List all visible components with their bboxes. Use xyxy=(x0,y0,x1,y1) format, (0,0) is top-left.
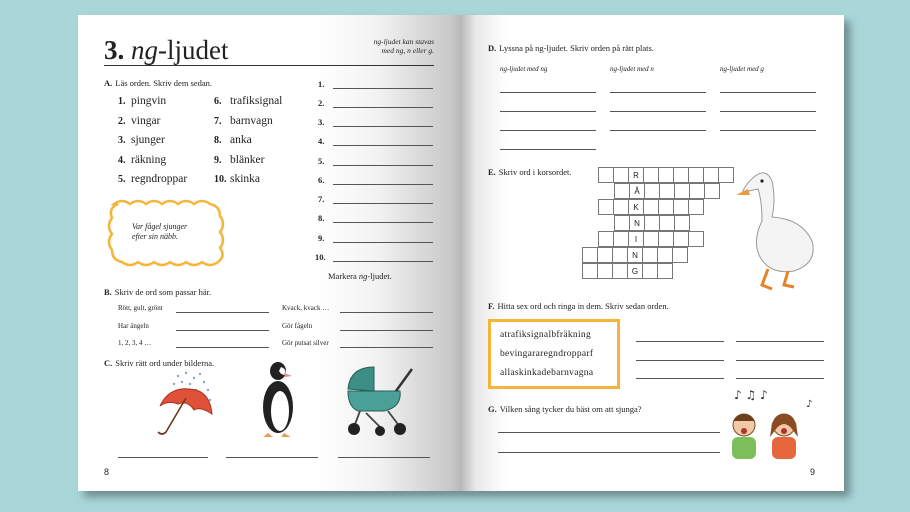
answer-line[interactable] xyxy=(176,330,269,331)
list-item: 2. vingar xyxy=(118,114,161,127)
section-g-heading: G. Vilken sång tycker du bäst om att sjunga? xyxy=(488,404,642,414)
singing-children-illustration xyxy=(726,385,822,461)
word-search-row-2[interactable]: bevingararegndropparf xyxy=(500,349,594,359)
open-book xyxy=(78,15,844,491)
svg-text:♪: ♪ xyxy=(806,399,813,410)
answer-line[interactable] xyxy=(333,145,433,146)
svg-text:♪ ♫ ♪: ♪ ♫ ♪ xyxy=(734,388,768,402)
crossword-row: N xyxy=(614,215,690,231)
column-header: ng-ljudet med g xyxy=(720,65,764,73)
section-a-heading: A. Läs orden. Skriv dem sedan. xyxy=(104,78,213,88)
word-search-row-3[interactable]: allaskinkadebarnvagna xyxy=(500,368,594,378)
word-search-row-1[interactable]: atrafiksignalbfräkning xyxy=(500,330,592,340)
word-search-box xyxy=(488,319,620,389)
word-list-col1 xyxy=(118,92,187,190)
answer-line[interactable] xyxy=(636,378,724,379)
answer-line[interactable] xyxy=(338,457,430,458)
prompt-text: 1, 2, 3, 4 … xyxy=(118,339,152,347)
word-list-col2 xyxy=(214,92,282,190)
umbrella-illustration xyxy=(148,370,218,438)
left-page: 3. ng-ljudet ng-ljudet kan stavas med ng, n eller g. A. Läs orden. Skriv dem sedan. 1. pingvin 2. vingar 3. sjunger 4. räkning 5. regndroppar 6. trafiksignal 7. barnvagn 8. anka 9. blänker 10. skinka 1. 2. 3. 4. 5. 6. 7. 8. 9. 10. Markera ng-ljudet. Var fågel sjunger efter sin näbb. B. Skriv de ord som passar här. Rött, gult, grönt Har ängeln 1, 2, 3, 4 … Kvack, kvack … Gör fågeln Gör putsat silver C. Skriv rätt ord under bilderna. 8 xyxy=(78,15,462,491)
answer-line[interactable] xyxy=(610,92,706,93)
answer-line[interactable] xyxy=(498,452,720,453)
proverb-text: Var fågel sjunger efter sin näbb. xyxy=(132,222,188,241)
list-item: 10. skinka xyxy=(214,173,261,185)
answer-line[interactable] xyxy=(720,111,816,112)
answer-line[interactable] xyxy=(340,330,433,331)
answer-line[interactable] xyxy=(500,92,596,93)
answer-line[interactable] xyxy=(610,111,706,112)
markera-instruction: Markera ng-ljudet. xyxy=(328,271,392,281)
answer-line[interactable] xyxy=(500,111,596,112)
list-item: 6. trafiksignal xyxy=(214,95,283,107)
crossword-row: I xyxy=(598,231,704,247)
answer-line[interactable] xyxy=(736,341,824,342)
list-item: 3. sjunger xyxy=(118,134,165,146)
page-number: 8 xyxy=(104,467,110,477)
crossword-row: N xyxy=(582,247,688,263)
answer-line[interactable] xyxy=(736,378,824,379)
penguin-illustration xyxy=(254,359,302,439)
list-item: 1. pingvin xyxy=(118,95,167,107)
crossword-row: Å xyxy=(614,183,720,199)
list-item: 8. anka xyxy=(214,134,252,146)
answer-line[interactable] xyxy=(333,203,433,204)
answer-line[interactable] xyxy=(333,126,433,127)
answer-line[interactable] xyxy=(498,432,720,433)
answer-line[interactable] xyxy=(500,149,596,150)
section-e-heading: E. Skriv ord i korsordet. xyxy=(488,167,572,177)
crossword-row: G xyxy=(582,263,673,279)
answer-line[interactable] xyxy=(333,184,433,185)
answer-line[interactable] xyxy=(226,457,318,458)
section-b-heading: B. Skriv de ord som passar här. xyxy=(104,287,212,297)
answer-line[interactable] xyxy=(720,92,816,93)
list-item: 5. regndroppar xyxy=(118,173,188,185)
answer-line[interactable] xyxy=(333,242,433,243)
crossword-row: K xyxy=(598,199,704,215)
answer-line[interactable] xyxy=(118,457,208,458)
column-header: ng-ljudet med ng xyxy=(500,65,548,73)
answer-line[interactable] xyxy=(333,165,433,166)
list-item: 9. blänker xyxy=(214,153,265,166)
prompt-text: Har ängeln xyxy=(118,322,149,330)
answer-line[interactable] xyxy=(333,222,433,223)
prompt-text: Kvack, kvack … xyxy=(282,304,330,312)
crossword-row: R xyxy=(598,167,734,183)
answer-line[interactable] xyxy=(636,341,724,342)
prompt-text: Gör putsat silver xyxy=(282,339,329,347)
title-rule xyxy=(104,65,434,66)
answer-line[interactable] xyxy=(340,347,433,348)
page-number: 9 xyxy=(810,467,816,477)
answer-line[interactable] xyxy=(333,107,433,108)
column-header: ng-ljudet med n xyxy=(610,65,654,73)
stroller-illustration xyxy=(340,361,420,439)
answer-line[interactable] xyxy=(500,130,596,131)
spelling-note: ng-ljudet kan stavas med ng, n eller g. xyxy=(373,37,434,55)
section-f-heading: F. Hitta sex ord och ringa in dem. Skriv sedan orden. xyxy=(488,301,669,311)
answer-line[interactable] xyxy=(333,261,433,262)
answer-line[interactable] xyxy=(340,312,433,313)
answer-line[interactable] xyxy=(176,312,269,313)
answer-line[interactable] xyxy=(176,347,269,348)
answer-line[interactable] xyxy=(333,88,433,89)
list-item: 4. räkning xyxy=(118,153,167,166)
section-d-heading: D. Lyssna på ng-ljudet. Skriv orden på rätt plats. xyxy=(488,43,654,53)
prompt-text: Rött, gult, grönt xyxy=(118,304,163,312)
prompt-text: Gör fågeln xyxy=(282,322,313,330)
answer-line[interactable] xyxy=(720,130,816,131)
page-title: 3. ng-ljudet xyxy=(104,35,229,65)
answer-line[interactable] xyxy=(736,360,824,361)
duck-illustration xyxy=(732,165,818,295)
list-item: 7. barnvagn xyxy=(214,114,273,127)
answer-line[interactable] xyxy=(636,360,724,361)
answer-line[interactable] xyxy=(610,130,706,131)
section-c-heading: C. Skriv rätt ord under bilderna. xyxy=(104,358,215,368)
